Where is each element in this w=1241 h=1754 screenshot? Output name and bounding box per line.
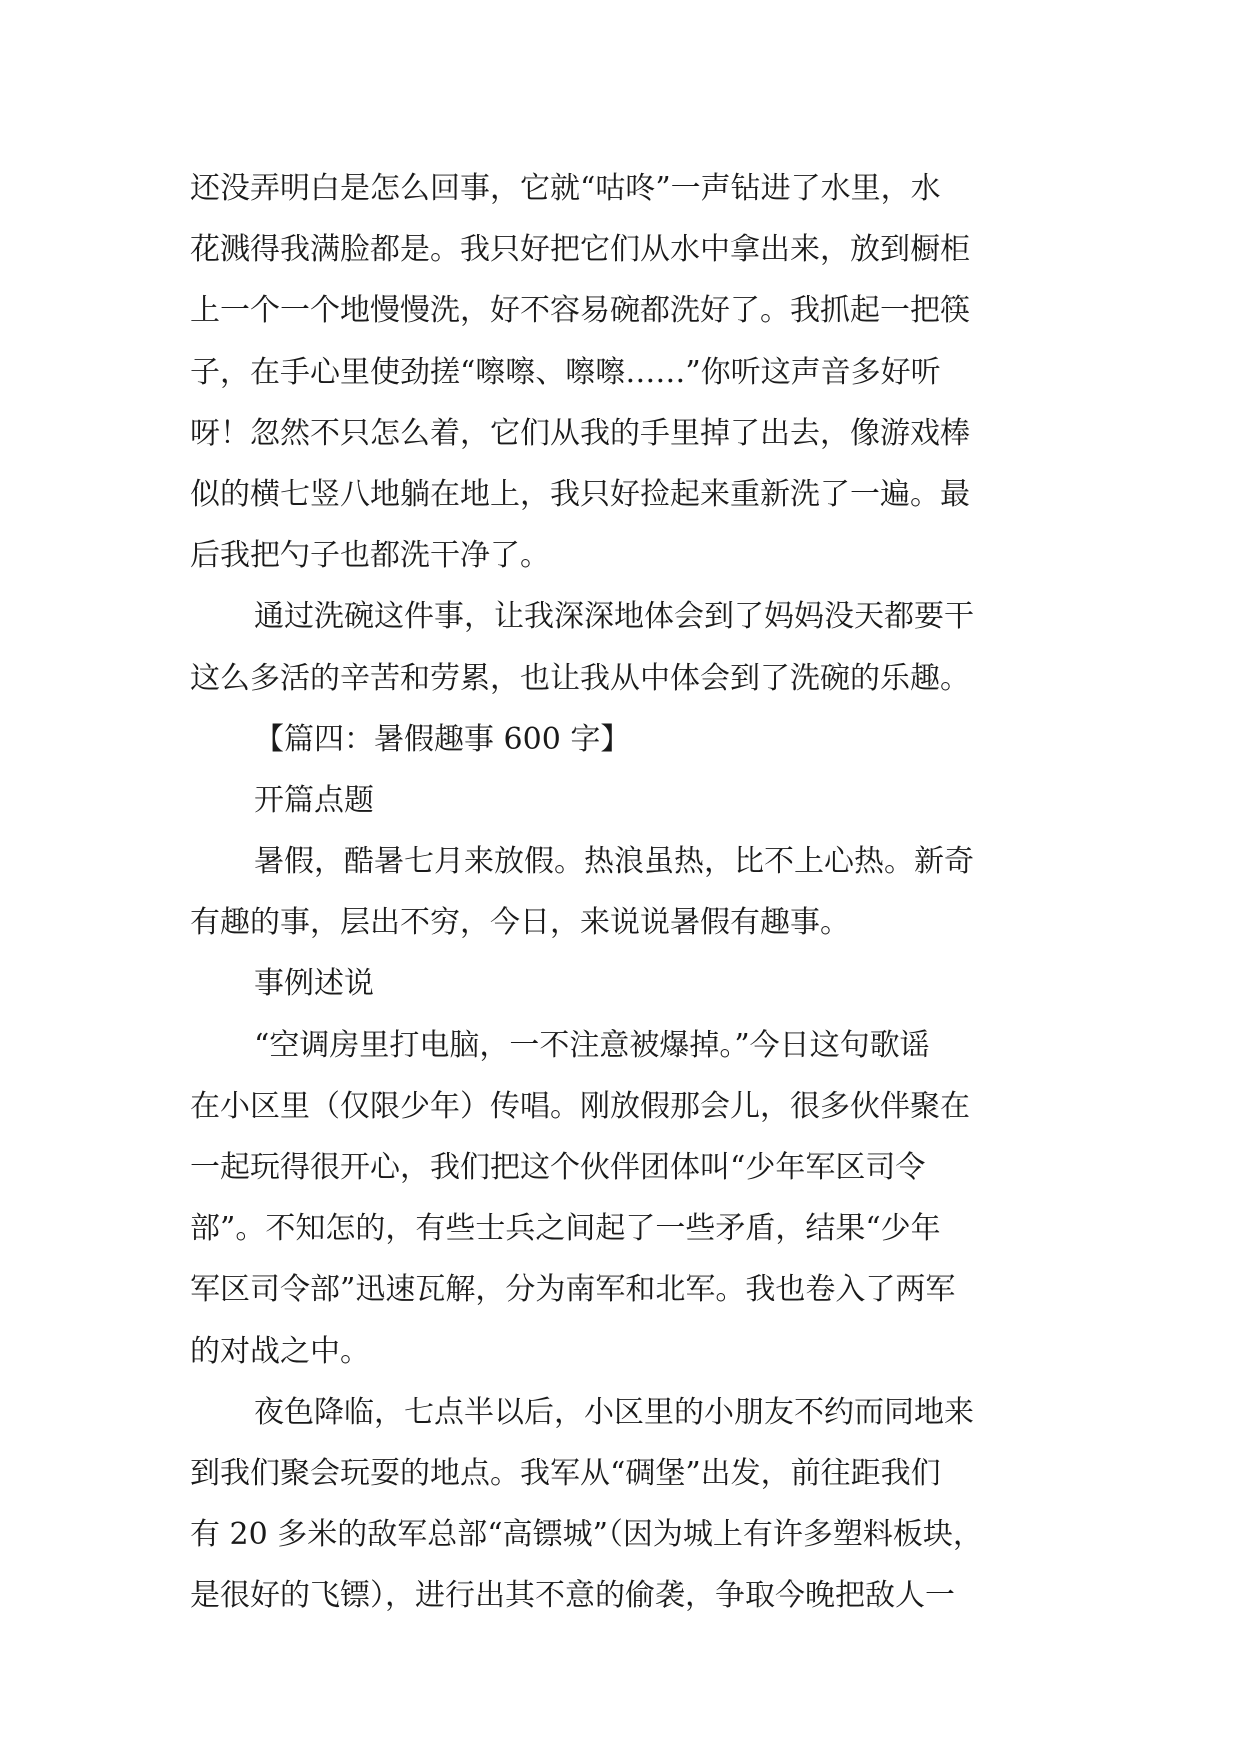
subheading: 事例述说 xyxy=(254,966,374,1002)
text-line: 到我们聚会玩耍的地点。我军从“碉堡”出发，前往距我们 xyxy=(190,1455,941,1491)
text-line: 军区司令部”迅速瓦解，分为南军和北军。我也卷入了两军 xyxy=(190,1272,956,1308)
text-line: 上一个一个地慢慢洗，好不容易碗都洗好了。我抓起一把筷 xyxy=(190,293,970,329)
text-line: 呀！忽然不只怎么着，它们从我的手里掉了出去，像游戏棒 xyxy=(190,415,970,451)
text-line: 是很好的飞镖），进行出其不意的偷袭，争取今晚把敌人一 xyxy=(190,1578,955,1614)
subheading: 开篇点题 xyxy=(254,782,374,818)
text-line: 部”。不知怎的，有些士兵之间起了一些矛盾，结果“少年 xyxy=(190,1211,941,1247)
paragraph-start-line: 暑假，酷暑七月来放假。热浪虽热，比不上心热。新奇 xyxy=(254,844,974,880)
text-line: 这么多活的辛苦和劳累，也让我从中体会到了洗碗的乐趣。 xyxy=(190,660,970,696)
text-line: 在小区里（仅限少年）传唱。刚放假那会儿，很多伙伴聚在 xyxy=(190,1088,970,1124)
paragraph-start-line: 通过洗碗这件事，让我深深地体会到了妈妈没天都要干 xyxy=(254,599,974,635)
text-line: 花溅得我满脸都是。我只好把它们从水中拿出来，放到橱柜 xyxy=(190,232,970,268)
text-line: 还没弄明白是怎么回事，它就“咕咚”一声钻进了水里，水 xyxy=(190,171,941,206)
paragraph-start-line: 夜色降临，七点半以后，小区里的小朋友不约而同地来 xyxy=(254,1394,974,1430)
text-line: 似的横七竖八地躺在地上，我只好捡起来重新洗了一遍。最 xyxy=(190,476,970,512)
section-heading: 【篇四：暑假趣事 600 字】 xyxy=(254,721,631,757)
text-line: 有趣的事，层出不穷，今日，来说说暑假有趣事。 xyxy=(190,905,850,941)
text-line: 有 20 多米的敌军总部“高镖城”（因为城上有许多塑料板块， xyxy=(190,1517,983,1553)
text-line: 后我把勺子也都洗干净了。 xyxy=(190,538,550,574)
text-line: 的对战之中。 xyxy=(190,1333,370,1369)
text-line: 一起玩得很开心，我们把这个伙伴团体叫“少年军区司令 xyxy=(190,1150,926,1185)
text-line: 子，在手心里使劲搓“嚓嚓、嚓嚓……”你听这声音多好听 xyxy=(190,354,941,390)
document-body xyxy=(190,158,1050,1627)
paragraph-start-line: “空调房里打电脑，一不注意被爆掉。”今日这句歌谣 xyxy=(254,1027,930,1063)
